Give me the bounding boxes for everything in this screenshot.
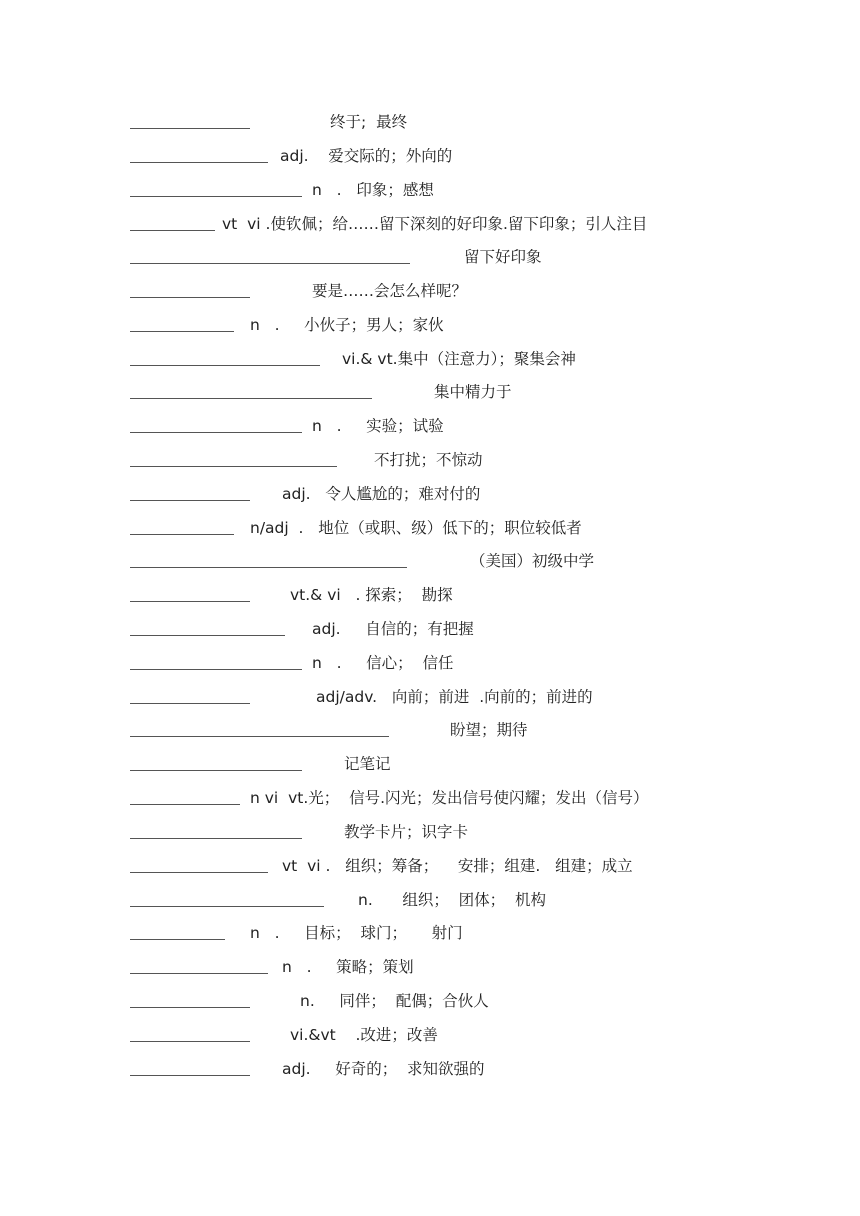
vocab-entry xyxy=(0,415,860,443)
answer-blank[interactable] xyxy=(130,601,250,602)
answer-blank[interactable] xyxy=(130,872,268,873)
vocab-entry xyxy=(0,280,860,308)
definition-text: n . 目标； 球门； 射门 xyxy=(250,924,463,942)
vocab-entry xyxy=(0,381,860,409)
answer-blank[interactable] xyxy=(130,162,268,163)
definition-text: adj. 爱交际的；外向的 xyxy=(280,147,453,165)
definition-text: 集中精力于 xyxy=(434,383,512,401)
definition-text: vi.& vt.集中（注意力）；聚集会神 xyxy=(342,350,576,368)
definition-text: 记笔记 xyxy=(344,755,391,773)
answer-blank[interactable] xyxy=(130,128,250,129)
definition-text: n. 组织； 团体； 机构 xyxy=(358,891,547,909)
answer-blank[interactable] xyxy=(130,230,215,231)
answer-blank[interactable] xyxy=(130,770,302,771)
definition-text: adj. 自信的；有把握 xyxy=(312,620,474,638)
definition-text: 留下好印象 xyxy=(464,248,542,266)
definition-text: n. 同伴； 配偶；合伙人 xyxy=(300,992,489,1010)
definition-text: n . 印象；感想 xyxy=(312,181,434,199)
vocab-entry xyxy=(0,550,860,578)
vocab-entry xyxy=(0,719,860,747)
vocab-entry xyxy=(0,584,860,612)
answer-blank[interactable] xyxy=(130,432,302,433)
vocab-entry xyxy=(0,787,860,815)
definition-text: （美国）初级中学 xyxy=(470,552,595,570)
definition-text: 要是……会怎么样呢？ xyxy=(312,282,468,300)
definition-text: 不打扰；不惊动 xyxy=(374,451,483,469)
answer-blank[interactable] xyxy=(130,365,320,366)
vocab-entry xyxy=(0,686,860,714)
answer-blank[interactable] xyxy=(130,703,250,704)
answer-blank[interactable] xyxy=(130,838,302,839)
definition-text: adj. 好奇的； 求知欲强的 xyxy=(282,1060,485,1078)
vocab-entry xyxy=(0,314,860,342)
answer-blank[interactable] xyxy=(130,567,407,568)
answer-blank[interactable] xyxy=(130,804,240,805)
vocab-entry xyxy=(0,618,860,646)
answer-blank[interactable] xyxy=(130,1007,250,1008)
answer-blank[interactable] xyxy=(130,1041,250,1042)
answer-blank[interactable] xyxy=(130,736,389,737)
vocab-entry xyxy=(0,855,860,883)
vocab-entry xyxy=(0,652,860,680)
definition-text: n . 策略；策划 xyxy=(282,958,414,976)
answer-blank[interactable] xyxy=(130,500,250,501)
definition-text: adj. 令人尴尬的；难对付的 xyxy=(282,485,481,503)
vocab-entry xyxy=(0,145,860,173)
answer-blank[interactable] xyxy=(130,669,302,670)
vocab-entry xyxy=(0,922,860,950)
vocab-entry xyxy=(0,821,860,849)
vocab-entry xyxy=(0,449,860,477)
answer-blank[interactable] xyxy=(130,939,225,940)
vocab-entry xyxy=(0,956,860,984)
vocab-entry xyxy=(0,517,860,545)
answer-blank[interactable] xyxy=(130,398,372,399)
definition-text: vt vi .使钦佩；给……留下深刻的好印象.留下印象；引人注目 xyxy=(222,215,648,233)
definition-text: vt.& vi . 探索； 勘探 xyxy=(290,586,453,604)
definition-text: vi.&vt .改进；改善 xyxy=(290,1026,438,1044)
answer-blank[interactable] xyxy=(130,297,250,298)
definition-text: n . 小伙子；男人；家伙 xyxy=(250,316,444,334)
vocab-entry xyxy=(0,246,860,274)
vocab-entry xyxy=(0,1024,860,1052)
answer-blank[interactable] xyxy=(130,466,337,467)
definition-text: adj/adv. 向前；前进 .向前的；前进的 xyxy=(316,688,593,706)
vocab-entry xyxy=(0,348,860,376)
vocab-entry xyxy=(0,990,860,1018)
definition-text: 教学卡片；识字卡 xyxy=(344,823,469,841)
definition-text: n vi vt.光； 信号.闪光；发出信号使闪耀；发出（信号） xyxy=(250,789,649,807)
vocab-entry xyxy=(0,483,860,511)
vocab-entry xyxy=(0,179,860,207)
definition-text: vt vi . 组织；筹备； 安排；组建. 组建；成立 xyxy=(282,857,633,875)
answer-blank[interactable] xyxy=(130,196,302,197)
answer-blank[interactable] xyxy=(130,263,410,264)
answer-blank[interactable] xyxy=(130,1075,250,1076)
vocab-entry xyxy=(0,753,860,781)
vocab-entry xyxy=(0,889,860,917)
definition-text: 盼望；期待 xyxy=(450,721,528,739)
answer-blank[interactable] xyxy=(130,534,234,535)
definition-text: n . 实验；试验 xyxy=(312,417,444,435)
answer-blank[interactable] xyxy=(130,973,268,974)
answer-blank[interactable] xyxy=(130,635,285,636)
vocab-entry xyxy=(0,1058,860,1086)
definition-text: 终于; 最终 xyxy=(330,113,408,131)
vocab-entry xyxy=(0,213,860,241)
vocab-entry xyxy=(0,111,860,139)
answer-blank[interactable] xyxy=(130,906,324,907)
definition-text: n . 信心； 信任 xyxy=(312,654,454,672)
definition-text: n/adj . 地位（或职、级）低下的；职位较低者 xyxy=(250,519,582,537)
answer-blank[interactable] xyxy=(130,331,234,332)
